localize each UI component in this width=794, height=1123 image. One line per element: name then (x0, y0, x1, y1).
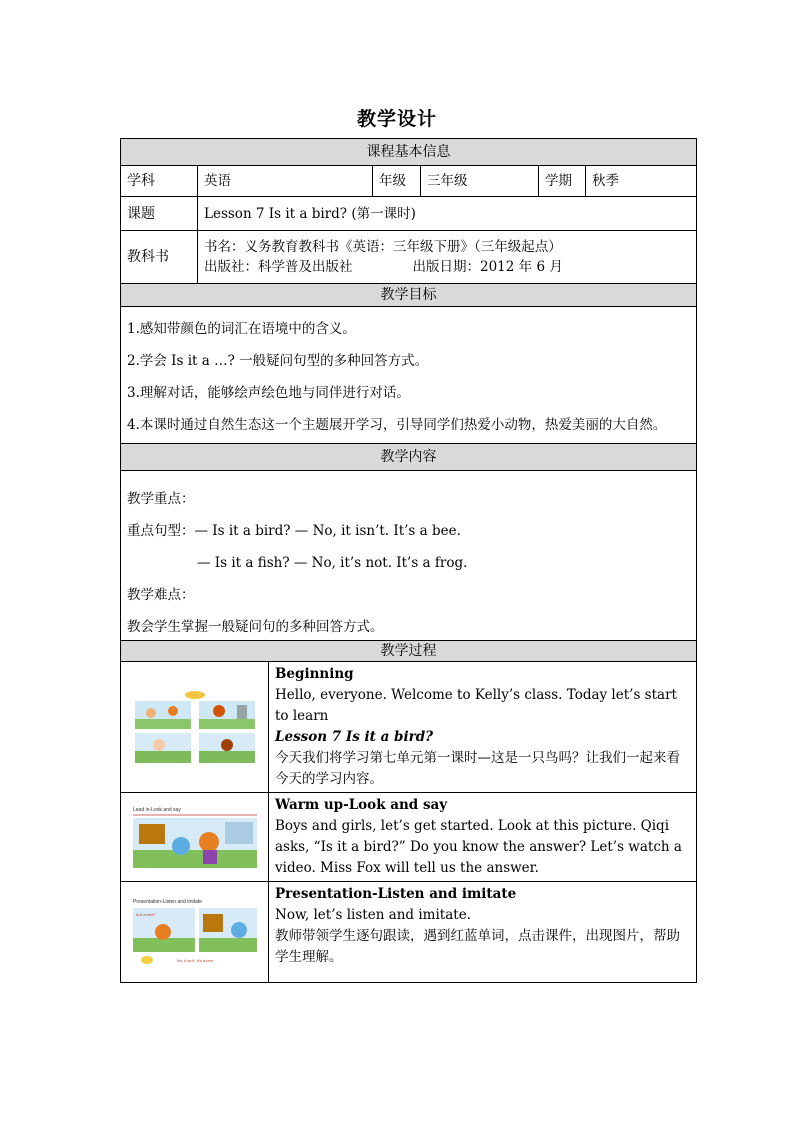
publisher: 出版社：科学普及出版社 (204, 259, 353, 275)
lesson-plan-table (120, 138, 697, 983)
textbook-info (198, 231, 697, 284)
step3-text (269, 882, 697, 983)
objectives-list (121, 307, 697, 444)
step1-line1: Hello, everyone. Welcome to Kelly’s class. Today let’s start to learn (275, 687, 677, 724)
step1-text (269, 662, 697, 793)
step1-lesson-title: Lesson 7 Is it a bird? (275, 729, 434, 745)
textbook-label: 教科书 (121, 231, 198, 284)
step2-text (269, 793, 697, 882)
pattern-line-1: 重点句型：— Is it a bird? — No, it isn’t. It’s a bee. (127, 523, 461, 539)
lesson-cover-thumbnail (129, 687, 261, 767)
step2-body: Boys and girls, let’s get started. Look at this picture. Qiqi asks, “Is it a bird?” Do you know the answer? Let’s watch a video. Miss Fox will tell us the answer. (275, 818, 682, 876)
grade-label: 年级 (373, 166, 421, 197)
step3-line1: Now, let’s listen and imitate. (275, 907, 471, 923)
difficult-text: 教会学生掌握一般疑问句的多种回答方式。 (127, 619, 384, 635)
step3-heading: Presentation-Listen and imitate (275, 886, 517, 902)
step1-heading: Beginning (275, 666, 354, 682)
pattern-line-2: — Is it a fish? — No, it’s not. It’s a frog. (197, 555, 468, 571)
content-body (121, 471, 697, 641)
grade-value: 三年级 (421, 166, 539, 197)
presentation-thumb-answer: No, it isn’t. It’s a bee. (176, 958, 214, 963)
step3-chinese: 教师带领学生逐句跟读，遇到红蓝单词，点击课件，出现图片，帮助学生理解。 (275, 928, 680, 965)
term-label: 学期 (539, 166, 586, 197)
warmup-thumb-caption: Lead in-Look and say (132, 807, 181, 813)
step3-image (121, 882, 269, 983)
objective-item: 3.理解对话，能够绘声绘色地与同伴进行对话。 (127, 385, 410, 401)
step2-image (121, 793, 269, 882)
subject-value: 英语 (198, 166, 373, 197)
section-process: 教学过程 (121, 641, 697, 662)
step2-heading: Warm up-Look and say (275, 797, 448, 813)
topic-label: 课题 (121, 197, 198, 231)
publisher-line (204, 257, 690, 277)
key-points-label: 教学重点： (127, 491, 195, 507)
topic-value: Lesson 7 Is it a bird? (第一课时) (198, 197, 697, 231)
objective-item: 2.学会 Is it a …? 一般疑问句型的多种回答方式。 (127, 353, 429, 369)
section-content: 教学内容 (121, 444, 697, 471)
presentation-thumb-caption: Presentation-Listen and imitate (132, 899, 202, 905)
warmup-thumbnail (129, 802, 261, 872)
term-value: 秋季 (586, 166, 697, 197)
presentation-thumb-bubble: Is it a bird? (135, 912, 156, 917)
difficult-label: 教学难点： (127, 587, 195, 603)
section-basic-info: 课程基本信息 (121, 139, 697, 166)
objective-item: 1.感知带颜色的词汇在语境中的含义。 (127, 321, 356, 337)
step1-image (121, 662, 269, 793)
section-objectives: 教学目标 (121, 284, 697, 307)
publish-date: 出版日期：2012 年 6 月 (412, 259, 563, 275)
subject-label: 学科 (121, 166, 198, 197)
document-title: 教学设计 (356, 108, 437, 130)
objective-item: 4.本课时通过自然生态这一个主题展开学习，引导同学们热爱小动物，热爱美丽的大自然。 (127, 417, 667, 433)
book-title-line: 书名：义务教育教科书《英语：三年级下册》（三年级起点） (204, 239, 562, 255)
presentation-thumbnail (129, 894, 261, 970)
step1-chinese: 今天我们将学习第七单元第一课时—这是一只鸟吗？让我们一起来看今天的学习内容。 (275, 750, 680, 787)
